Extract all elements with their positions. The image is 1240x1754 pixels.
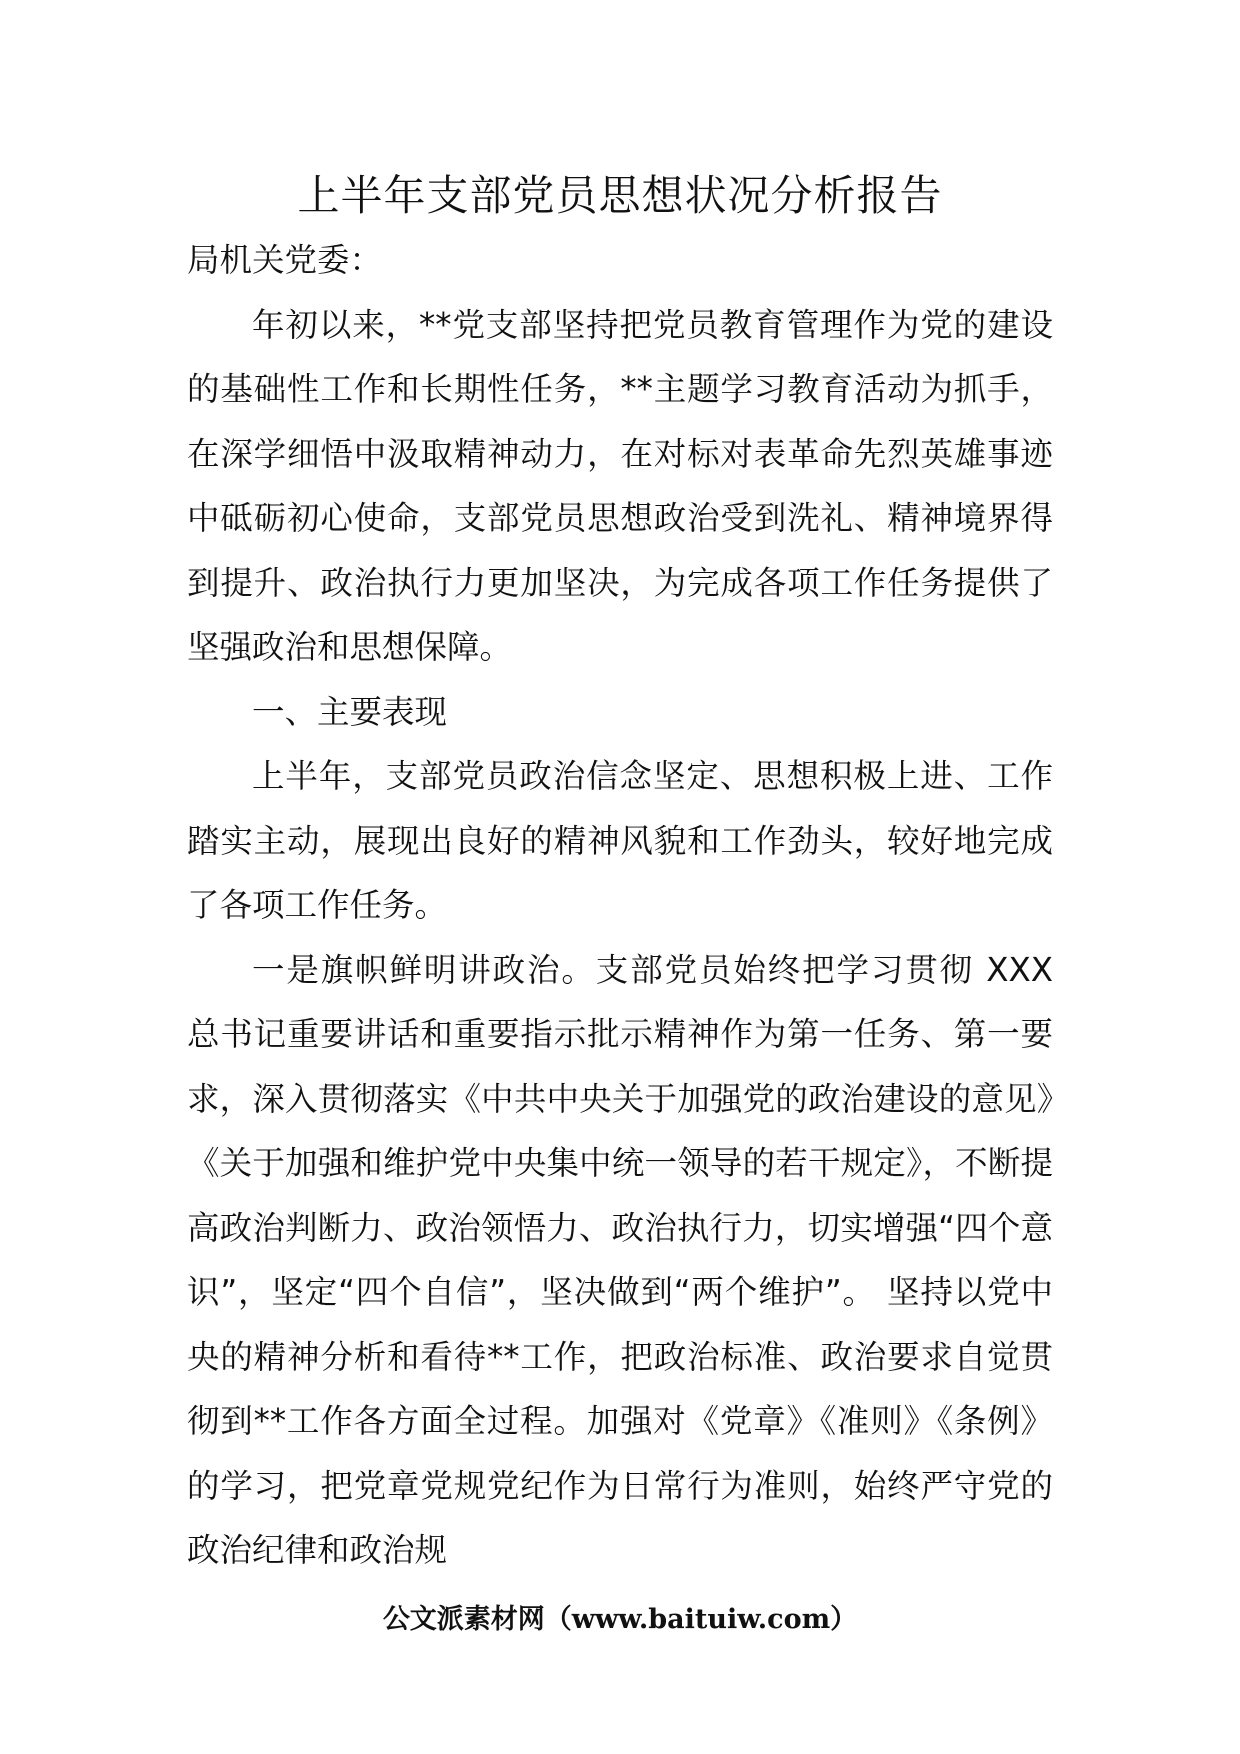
- paragraph-intro: 年初以来，**党支部坚持把党员教育管理作为党的建设的基础性工作和长期性任务，**主题学习教育活动为抓手，在深学细悟中汲取精神动力，在对标对表革命先烈英雄事迹中砥砺初心使命，支部党员思想政治受到洗礼、精神境界得到提升、政治执行力更加坚决，为完成各项工作任务提供了坚强政治和思想保障。: [187, 305, 1053, 666]
- salutation: 局机关党委：: [187, 241, 383, 279]
- footer-watermark: 公文派素材网（www.baituiw.com）: [382, 1604, 858, 1635]
- paragraph-politics: 一是旗帜鲜明讲政治。支部党员始终把学习贯彻 XXX 总书记重要讲话和重要指示批示精神作为第一任务、第一要求，深入贯彻落实《中共中央关于加强党的政治建设的意见》《关于加强和维护党中央集中统一领导的若干规定》，不断提高政治判断力、政治领悟力、政治执行力，切实增强“四个意识”，坚定“四个自信”，坚决做到“两个维护”。 坚持以党中央的精神分析和看待**工作，把政治标准、政治要求自觉贯彻到**工作各方面全过程。加强对《党章》《准则》《条例》的学习，把党章党规党纪作为日常行为准则，始终严守党的政治纪律和政治规: [187, 950, 1053, 1569]
- document-body: [187, 228, 1053, 1583]
- paragraph-overview: 上半年，支部党员政治信念坚定、思想积极上进、工作踏实主动，展现出良好的精神风貌和工作劲头，较好地完成了各项工作任务。: [187, 757, 1053, 924]
- section-heading-main-performance: 一、主要表现: [252, 692, 448, 731]
- document-title: 上半年支部党员思想状况分析报告: [297, 171, 943, 220]
